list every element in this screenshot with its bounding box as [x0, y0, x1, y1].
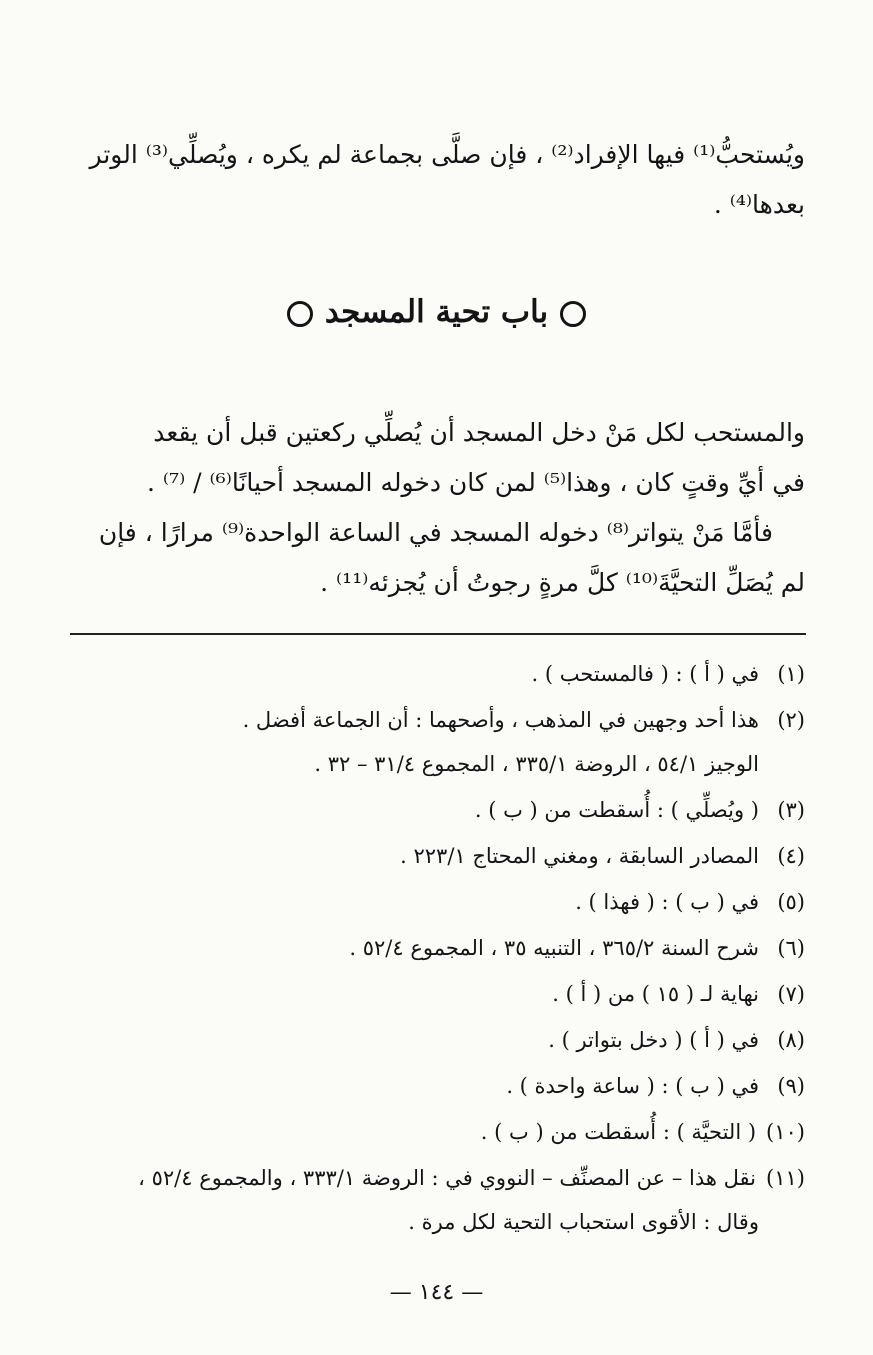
footnote: (٤)المصادر السابقة ، ومغني المحتاج ٢٢٣/١ . — [400, 844, 805, 868]
footnote: (٢)هذا أحد وجهين في المذهب ، وأصحهما : أن الجماعة أفضل . — [242, 708, 805, 732]
body-line: فأمَّا مَنْ يتواتر⁽⁸⁾ دخوله المسجد في الساعة الواحدة⁽⁹⁾ مرارًا ، فإن — [98, 518, 773, 547]
footnote: (٨)في ( أ ) ( دخل بتواتر ) . — [548, 1028, 805, 1052]
footnote-divider — [70, 633, 806, 635]
footnote: (٧)نهاية لـ ( ١٥ ) من ( أ ) . — [552, 982, 805, 1006]
circle-ornament-icon — [287, 301, 313, 327]
body-line: ويُستحبُّ⁽¹⁾ فيها الإفراد⁽²⁾ ، فإن صلَّى بجماعة لم يكره ، ويُصلِّي⁽³⁾ الوتر — [89, 140, 805, 169]
footnote: (٣)( ويُصلِّي ) : أُسقطت من ( ب ) . — [474, 798, 805, 822]
footnote: (٥)في ( ب ) : ( فهذا ) . — [575, 890, 805, 914]
footnote: (١٠)( التحيَّة ) : أُسقطت من ( ب ) . — [480, 1120, 805, 1144]
footnote: (١١)نقل هذا – عن المصنِّف – النووي في : الروضة ٣٣٣/١ ، والمجموع ٥٢/٤ ، — [138, 1166, 805, 1190]
body-line: والمستحب لكل مَنْ دخل المسجد أن يُصلِّي ركعتين قبل أن يقعد — [153, 418, 805, 447]
section-heading — [0, 290, 873, 334]
footnote: (٩)في ( ب ) : ( ساعة واحدة ) . — [506, 1074, 805, 1098]
footnote-continuation: الوجيز ٥٤/١ ، الروضة ٣٣٥/١ ، المجموع ٣١/٤ – ٣٢ . — [314, 752, 759, 776]
circle-ornament-icon — [560, 301, 586, 327]
footnote: (٦)شرح السنة ٣٦٥/٢ ، التنبيه ٣٥ ، المجموع ٥٢/٤ . — [349, 936, 805, 960]
body-line: في أيِّ وقتٍ كان ، وهذا⁽⁵⁾ لمن كان دخوله المسجد أحيانًا⁽⁶⁾ / ⁽⁷⁾ . — [146, 468, 805, 497]
footnote-continuation: وقال : الأقوى استحباب التحية لكل مرة . — [408, 1210, 759, 1234]
page-number: — ١٤٤ — — [389, 1280, 484, 1305]
heading-text: باب تحية المسجد — [324, 294, 549, 330]
body-line: بعدها⁽⁴⁾ . — [713, 190, 805, 219]
footnote: (١)في ( أ ) : ( فالمستحب ) . — [531, 662, 805, 686]
body-line: لم يُصَلِّ التحيَّةَ⁽¹⁰⁾ كلَّ مرةٍ رجوتُ أن يُجزئه⁽¹¹⁾ . — [320, 568, 805, 597]
